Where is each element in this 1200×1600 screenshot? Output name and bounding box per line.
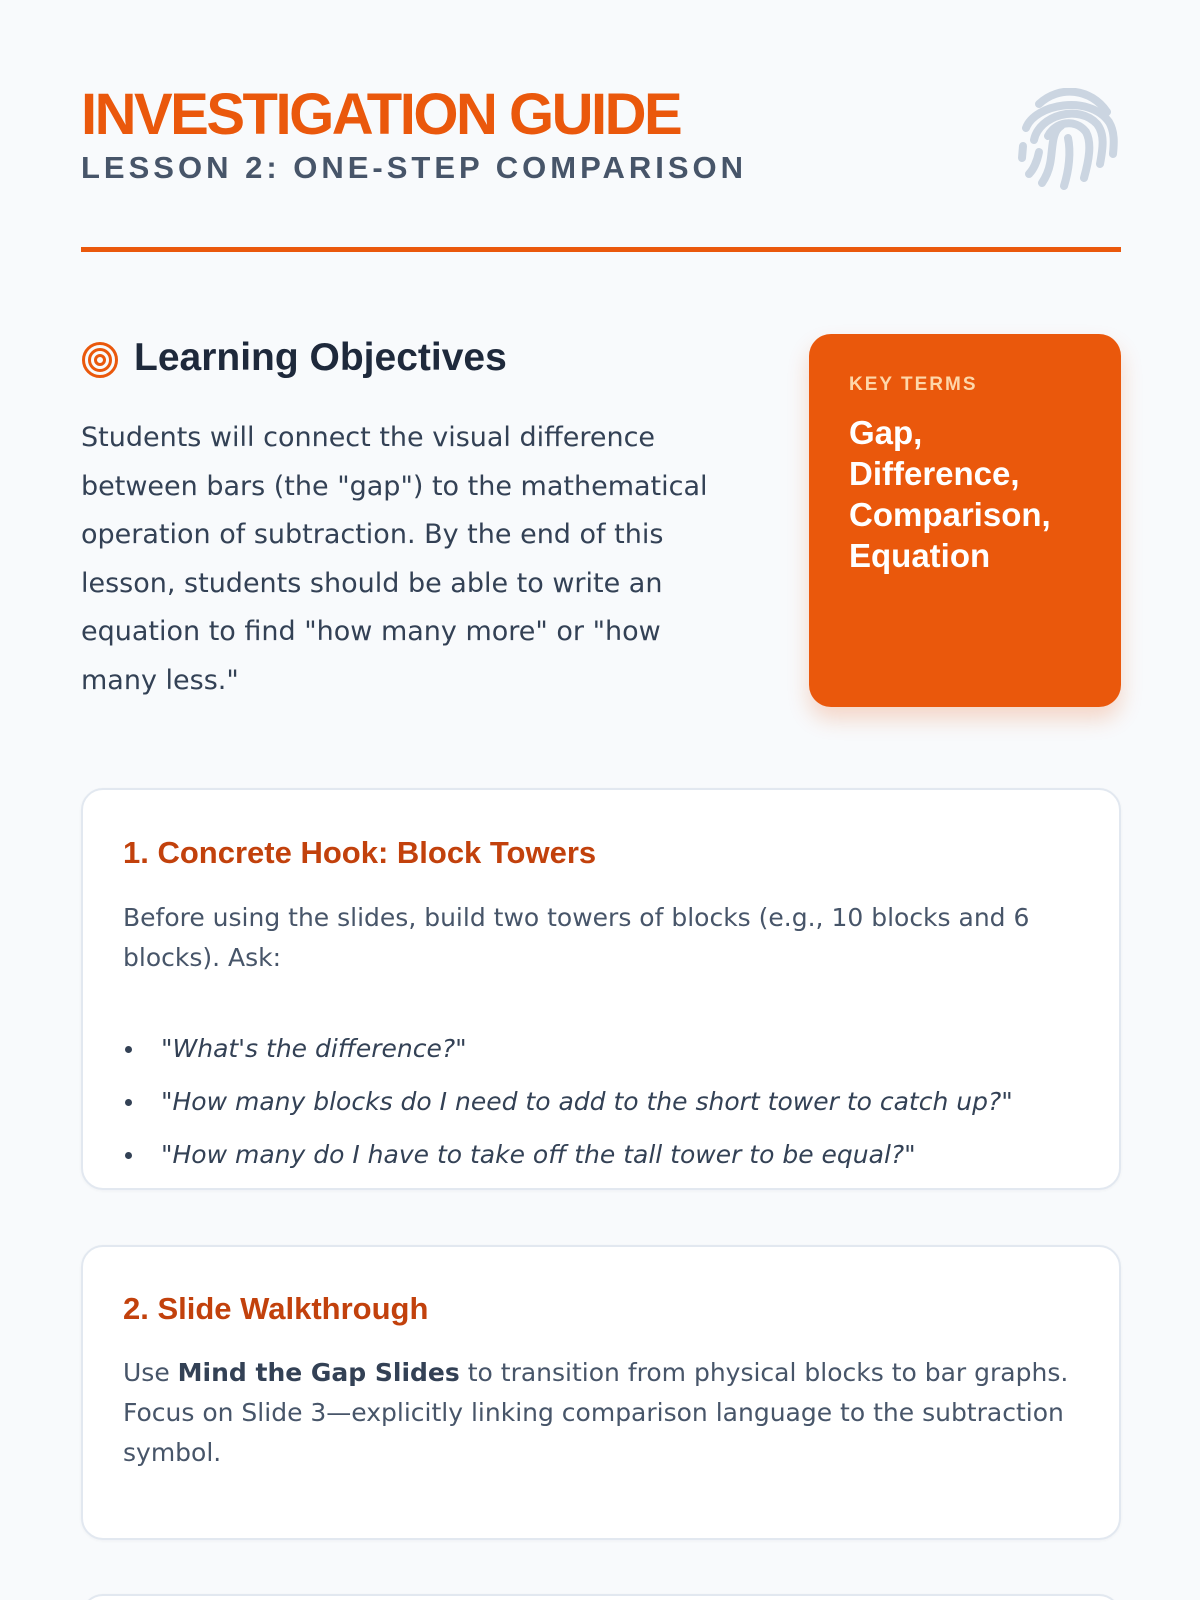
key-terms-list: Gap, Difference, Comparison, Equation <box>849 414 1051 574</box>
learning-objectives <box>81 330 741 696</box>
bullet-icon <box>125 1152 132 1159</box>
question-text: "How many blocks do I need to add to the short tower to catch up?" <box>161 1087 1013 1116</box>
section-text <box>123 1353 1078 1473</box>
question-list <box>123 1022 1078 1181</box>
objectives-title: Learning Objectives <box>134 336 507 379</box>
key-terms-card <box>809 334 1121 707</box>
section-title: 2. Slide Walkthrough <box>123 1291 429 1326</box>
list-item <box>123 1075 1078 1128</box>
list-item <box>123 1022 1078 1075</box>
section-text-lead: Use <box>123 1358 178 1387</box>
section-card-concrete-hook <box>81 788 1121 1190</box>
section-card-slide-walkthrough <box>81 1245 1121 1540</box>
objectives-heading <box>81 330 741 386</box>
bullet-icon <box>125 1099 132 1106</box>
section-card-next <box>81 1594 1121 1600</box>
target-icon <box>81 341 119 379</box>
section-text: Before using the slides, build two towers of blocks (e.g., 10 blocks and 6 blocks). Ask: <box>123 903 1030 972</box>
bullet-icon <box>125 1046 132 1053</box>
question-text: "How many do I have to take off the tall tower to be equal?" <box>161 1140 916 1169</box>
question-text: "What's the difference?" <box>161 1034 467 1063</box>
guide-page <box>81 0 1121 1600</box>
section-title: 1. Concrete Hook: Block Towers <box>123 835 597 870</box>
page-header <box>81 82 1121 252</box>
slides-link-text: Mind the Gap Slides <box>177 1358 460 1387</box>
section-text-rest: to transition from physical blocks to bar graphs. Focus on Slide 3—explicitly linking comparison language to the subtraction symbol. <box>123 1358 1069 1467</box>
page-title: INVESTIGATION GUIDE <box>81 82 681 147</box>
lesson-subtitle: LESSON 2: ONE-STEP COMPARISON <box>81 150 748 185</box>
objectives-text: Students will connect the visual difference between bars (the "gap") to the mathematical operation of subtraction. By the end of this lesson, students should be able to write an equation to find "how many more" or "how many less." <box>81 422 708 696</box>
key-terms-label: KEY TERMS <box>849 374 978 395</box>
fingerprint-icon <box>1017 88 1121 192</box>
list-item <box>123 1128 1078 1181</box>
